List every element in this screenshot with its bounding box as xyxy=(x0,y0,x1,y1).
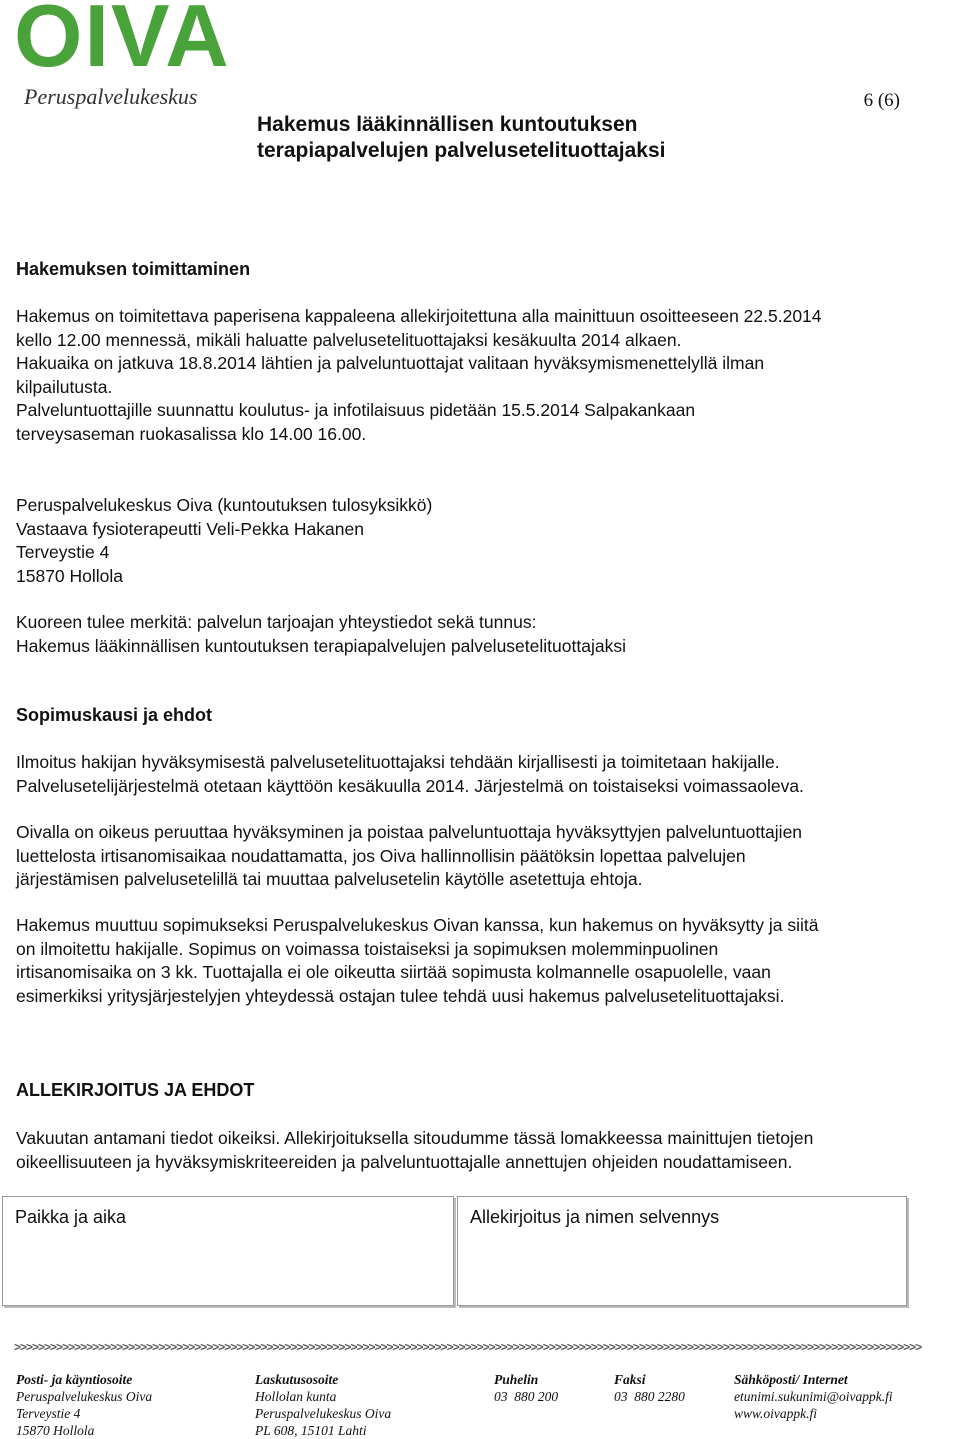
signature-label: Allekirjoitus ja nimen selvennys xyxy=(470,1207,720,1227)
oiva-logo xyxy=(14,0,234,109)
footer-lines: Hollolan kunta Peruspalvelukeskus Oiva PL 608, 15101 Lahti xyxy=(255,1389,392,1438)
contract-paragraph-1: Ilmoitus hakijan hyväksymisestä palvelusetelituottajaksi tehdään kirjallisesti ja toimitetaan hakijalle. Palvelusetelijärjestelmä otetaan käyttöön kesäkuulla 2014. Järjestelmä on toistaiseksi voimassaoleva. xyxy=(16,752,804,796)
footer-postal-address xyxy=(16,1371,152,1439)
footer-billing-address xyxy=(255,1371,391,1439)
footer-lines: Peruspalvelukeskus Oiva Terveystie 4 15870 Hollola xyxy=(16,1389,153,1438)
section-heading-signature: ALLEKIRJOITUS JA EHDOT xyxy=(16,1080,255,1100)
delivery-address: Peruspalvelukeskus Oiva (kuntoutuksen tulosyksikkö) Vastaava fysioterapeutti Veli-Pekka Hakanen Terveystie 4 15870 Hollola xyxy=(16,495,433,586)
footer-heading: Posti- ja käyntiosoite xyxy=(16,1372,133,1387)
footer-heading: Faksi xyxy=(614,1372,646,1387)
submission-paragraph: Hakemus on toimitettava paperisena kappaleena allekirjoitettuna alla mainittuun osoitteeseen 22.5.2014 kello 12.00 mennessä, mikäli haluatte palvelusetelituottajaksi kesäkuulta 2014 alkaen. Hakuaika on jatkuva 18.8.2014 lähtien ja palveluntuottajat valitaan hyväksymismenettelyllä ilman kilpailutusta. Palveluntuottajille suunnattu koulutus- ja infotilaisuus pidetään 15.5.2014 Salpakankaan terveysaseman ruokasalissa klo 14.00 16.00. xyxy=(16,306,822,444)
footer-lines: 03 880 2280 xyxy=(614,1389,685,1404)
envelope-marking: Kuoreen tulee merkitä: palvelun tarjoajan yhteystiedot sekä tunnus: Hakemus lääkinnällisen kuntoutuksen terapiapalvelujen palvelusetelituottajaksi xyxy=(16,612,626,656)
signature-paragraph: Vakuutan antamani tiedot oikeiksi. Allekirjoituksella sitoudumme tässä lomakkeessa mainittujen tietojen oikeellisuuteen ja hyväksymiskriteereiden ja palveluntuottajalle annettujen ohjeiden noudattamiseen. xyxy=(16,1128,814,1172)
contract-paragraph-2: Oivalla on oikeus peruuttaa hyväksyminen ja poistaa palveluntuottaja hyväksyttyjen palveluntuottajien luettelosta irtisanomisaikaa noudattamatta, jos Oiva hallinnollisin päätöksin lopettaa palvelujen järjestämisen palvelusetelillä tai muuttaa palvelusetelin käytölle asetettuja ehtoja. xyxy=(16,822,803,890)
section-heading-contract: Sopimuskausi ja ehdot xyxy=(16,705,213,725)
logo-wordmark: OIVA xyxy=(14,0,231,85)
footer-heading: Sähköposti/ Internet xyxy=(734,1372,848,1387)
contract-paragraph-3: Hakemus muuttuu sopimukseksi Peruspalvelukeskus Oivan kanssa, kun hakemus on hyväksytty ja siitä on ilmoitettu hakijalle. Sopimus on voimassa toistaiseksi ja sopimuksen molemminpuolinen irtisanomisaika on 3 kk. Tuottajalla ei ole oikeutta siirtää sopimusta kolmannelle osapuolelle, vaan esimerkiksi yritysjärjestelyjen yhteydessä ostajan tulee tehdä uusi hakemus palvelusetelituottajaksi. xyxy=(16,915,819,1006)
section-heading-submission: Hakemuksen toimittaminen xyxy=(16,259,251,279)
footer-fax xyxy=(614,1371,685,1405)
document-title xyxy=(257,112,666,164)
footer-arrow-divider: >>>>>>>>>>>>>>>>>>>>>>>>>>>>>>>>>>>>>>>>>>>>>>>>>>>>>>>>>>>>>>>>>>>>>>>>>>>>>>>>>>>>>>>>>>>>>>>>>>>>>>>>>>>>>>>>>>>>>>>>>>>>>>>>>>>>>>>>>>>>>>>>>>>>>>> xyxy=(14,1340,922,1354)
signature-field[interactable] xyxy=(457,1196,907,1306)
logo-subtitle: Peruspalvelukeskus xyxy=(24,84,198,109)
title-line-1: Hakemus lääkinnällisen kuntoutuksen xyxy=(257,113,638,136)
page-number: 6 (6) xyxy=(863,90,900,111)
footer-lines: etunimi.sukunimi@oivappk.fi www.oivappk.fi xyxy=(734,1389,893,1421)
footer-phone xyxy=(494,1371,558,1405)
footer-heading: Laskutusosoite xyxy=(255,1372,339,1387)
footer-heading: Puhelin xyxy=(494,1372,539,1387)
place-date-label: Paikka ja aika xyxy=(15,1207,127,1227)
footer-email-internet xyxy=(734,1371,893,1422)
place-date-field[interactable] xyxy=(2,1196,454,1306)
footer-lines: 03 880 200 xyxy=(494,1389,559,1404)
title-line-2: terapiapalvelujen palvelusetelituottajaksi xyxy=(257,139,666,162)
